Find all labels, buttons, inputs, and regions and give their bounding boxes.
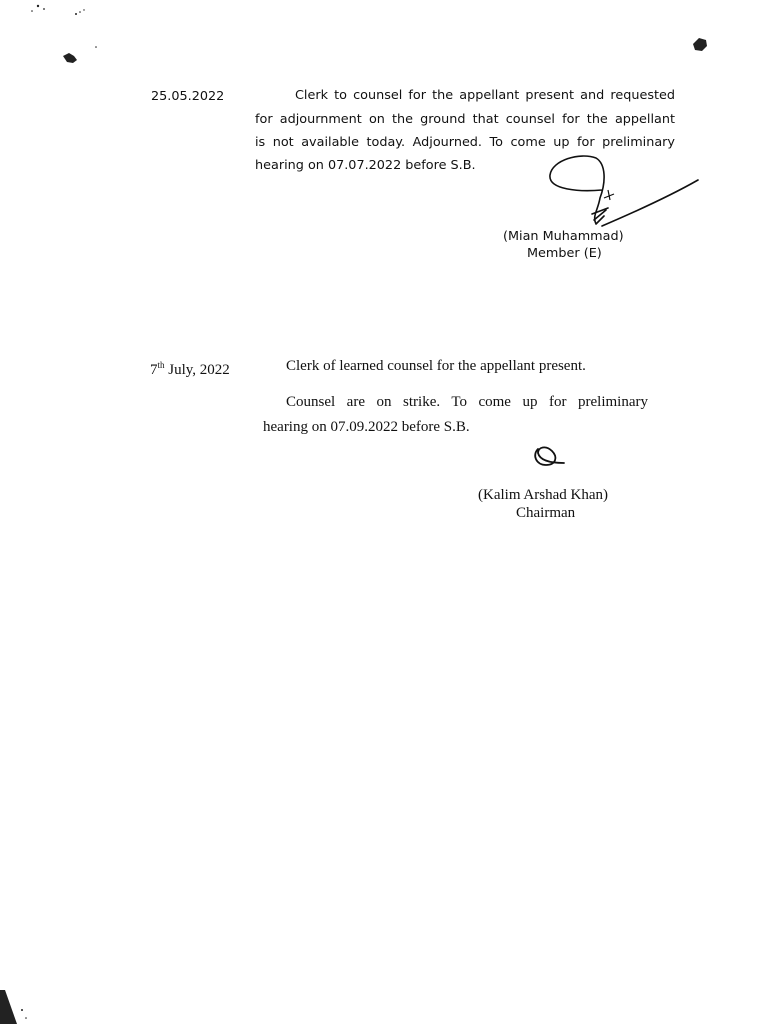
entry-2-date — [150, 360, 230, 379]
entry-1-line-2: for adjournment on the ground that counsel for the appellant — [255, 112, 675, 127]
entry-1-signatory-name: (Mian Muhammad) — [503, 229, 624, 244]
entry-2-date-suffix: th — [157, 360, 165, 370]
entry-1-date: 25.05.2022 — [151, 89, 225, 104]
entry-1-line-3: is not available today. Adjourned. To come up for preliminary — [255, 135, 675, 150]
entry-2-date-rest: July, 2022 — [164, 362, 230, 378]
entry-2-signatory-title: Chairman — [516, 505, 576, 521]
entry-2-paragraph-2-line-2: hearing on 07.09.2022 before S.B. — [263, 419, 470, 435]
signature-mian-muhammad — [540, 150, 710, 230]
entry-2-signatory-name: (Kalim Arshad Khan) — [478, 487, 608, 503]
entry-2-paragraph-1: Clerk of learned counsel for the appellant present. — [286, 358, 586, 374]
entry-2-date-day: 7 — [150, 362, 158, 378]
signature-kalim-arshad-khan — [528, 435, 578, 475]
entry-1-line-1: Clerk to counsel for the appellant present and requested — [295, 88, 675, 103]
entry-1-line-4: hearing on 07.07.2022 before S.B. — [255, 158, 476, 173]
entry-2-paragraph-2-line-1: Counsel are on strike. To come up for preliminary — [286, 394, 648, 410]
entry-1-signatory-title: Member (E) — [527, 246, 602, 261]
